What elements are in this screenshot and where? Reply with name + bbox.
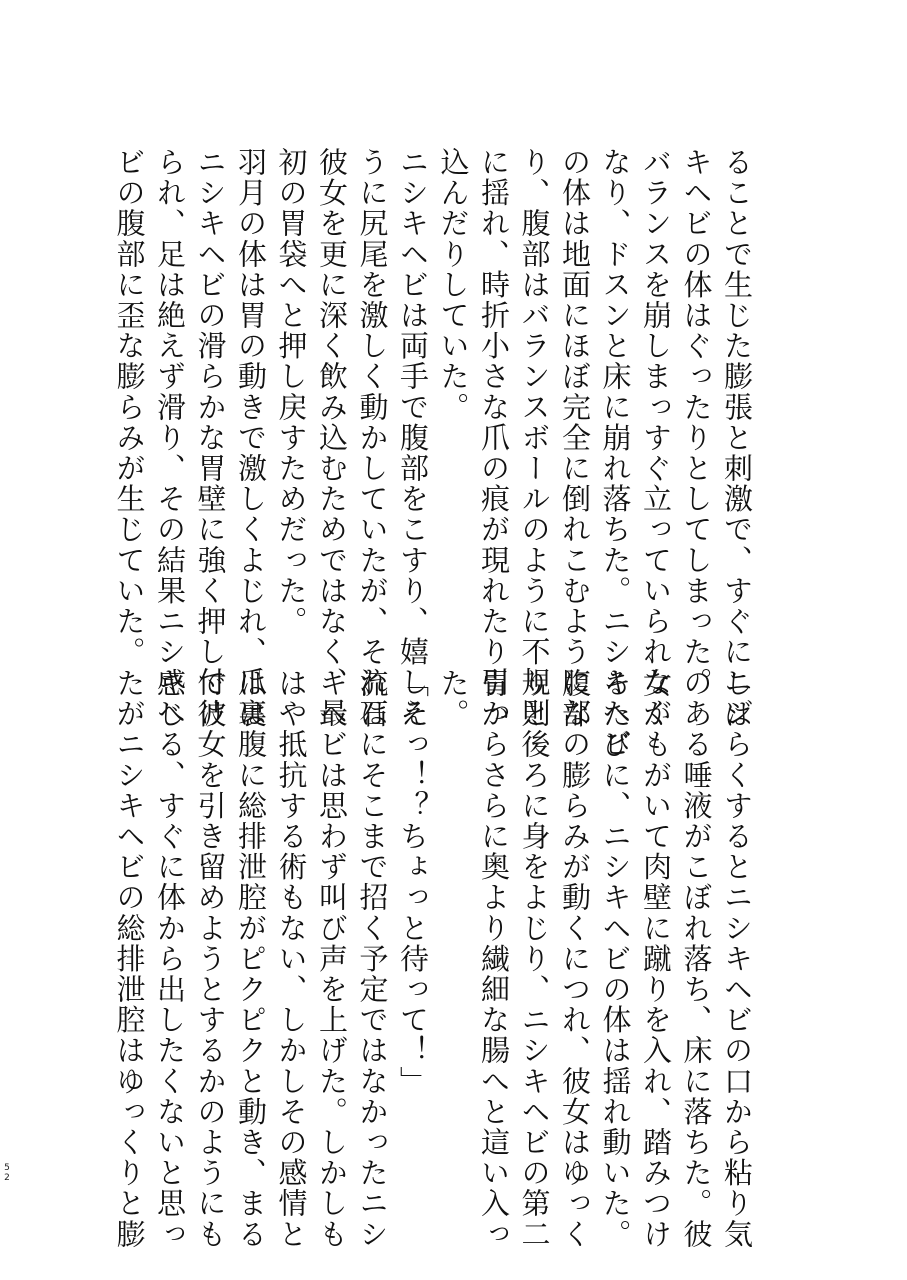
text-line: うに尻尾を激しく動かしていたが、それは [355, 147, 390, 729]
text-block-top [109, 147, 757, 759]
text-line: ニシキヘビは両手で腹部をこすり、嬉しそ [396, 147, 430, 729]
text-line: 胃からさらに奥より繊細な腸へと這い入っ [477, 668, 511, 1250]
text-line: られ、足は絶えず滑り、その結果ニシキへ [153, 147, 187, 729]
text-block-bottom [109, 668, 757, 1250]
text-line: りと後ろに身をよじり、ニシキヘビの第二 [517, 668, 552, 1250]
text-line: たがニシキヘビの総排泄腔はゆっくりと膨 [112, 668, 147, 1250]
text-line: はや抵抗する術もない、しかしその感情と [274, 668, 309, 1250]
text-line: 「えっ！？ちょっと待って！」 [396, 668, 430, 1097]
text-line: り、腹部はバランスボールのように不規則 [517, 147, 552, 729]
text-line: なり、ドスンと床に崩れ落ちた。ニシキヘビ [598, 147, 633, 759]
text-line: るたびに、ニシキヘビの体は揺れ動いた。 [598, 668, 633, 1250]
text-line: バランスを崩しまっすぐ立っていられなく [639, 147, 673, 729]
text-line: 彼女を更に深く飲み込むためではなく、最 [315, 147, 349, 729]
text-line: 初の胃袋へと押し戻すためだった。 [274, 147, 309, 637]
text-line: 羽月の体は胃の動きで激しくよじれ、爪は [234, 147, 268, 729]
text-line: た。 [436, 668, 471, 730]
text-line: 流石にそこまで招く予定ではなかったニシ [355, 668, 390, 1250]
text-line: で彼女を引き留めようとするかのようにも [193, 668, 228, 1250]
text-line: キヘビの体はぐったりとしてしまった。 [679, 147, 714, 698]
text-line: 腹部の膨らみが動くにつれ、彼女はゆっく [558, 668, 592, 1250]
page-number [3, 1163, 11, 1183]
text-line: ることで生じた膨張と刺激で、すぐにニシ [720, 147, 754, 729]
text-line: ビの腹部に歪な膨らみが生じていた。 [112, 147, 147, 668]
text-line: のある唾液がこぼれ落ち、床に落ちた。彼 [679, 668, 714, 1250]
page-number-digit: 5 [4, 1163, 10, 1173]
text-line: に揺れ、時折小さな爪の痕が現れたり引っ [477, 147, 511, 729]
text-line: ニシキヘビの滑らかな胃壁に強く押し付け [193, 147, 228, 729]
text-line: は裏腹に総排泄腔がピクピクと動き、まる [234, 668, 268, 1250]
text-line: 女がもがいて肉壁に蹴りを入れ、踏みつけ [639, 668, 673, 1250]
text-line: しばらくするとニシキヘビの口から粘り気 [720, 668, 754, 1250]
text-line: キヘビは思わず叫び声を上げた。しかしも [315, 668, 349, 1250]
text-line: の体は地面にほぼ完全に倒れこむようにな [558, 147, 592, 729]
text-line: 感じる、すぐに体から出したくないと思っ [153, 668, 187, 1250]
page-number-digit: 2 [4, 1173, 10, 1183]
text-line: 込んだりしていた。 [436, 147, 471, 423]
